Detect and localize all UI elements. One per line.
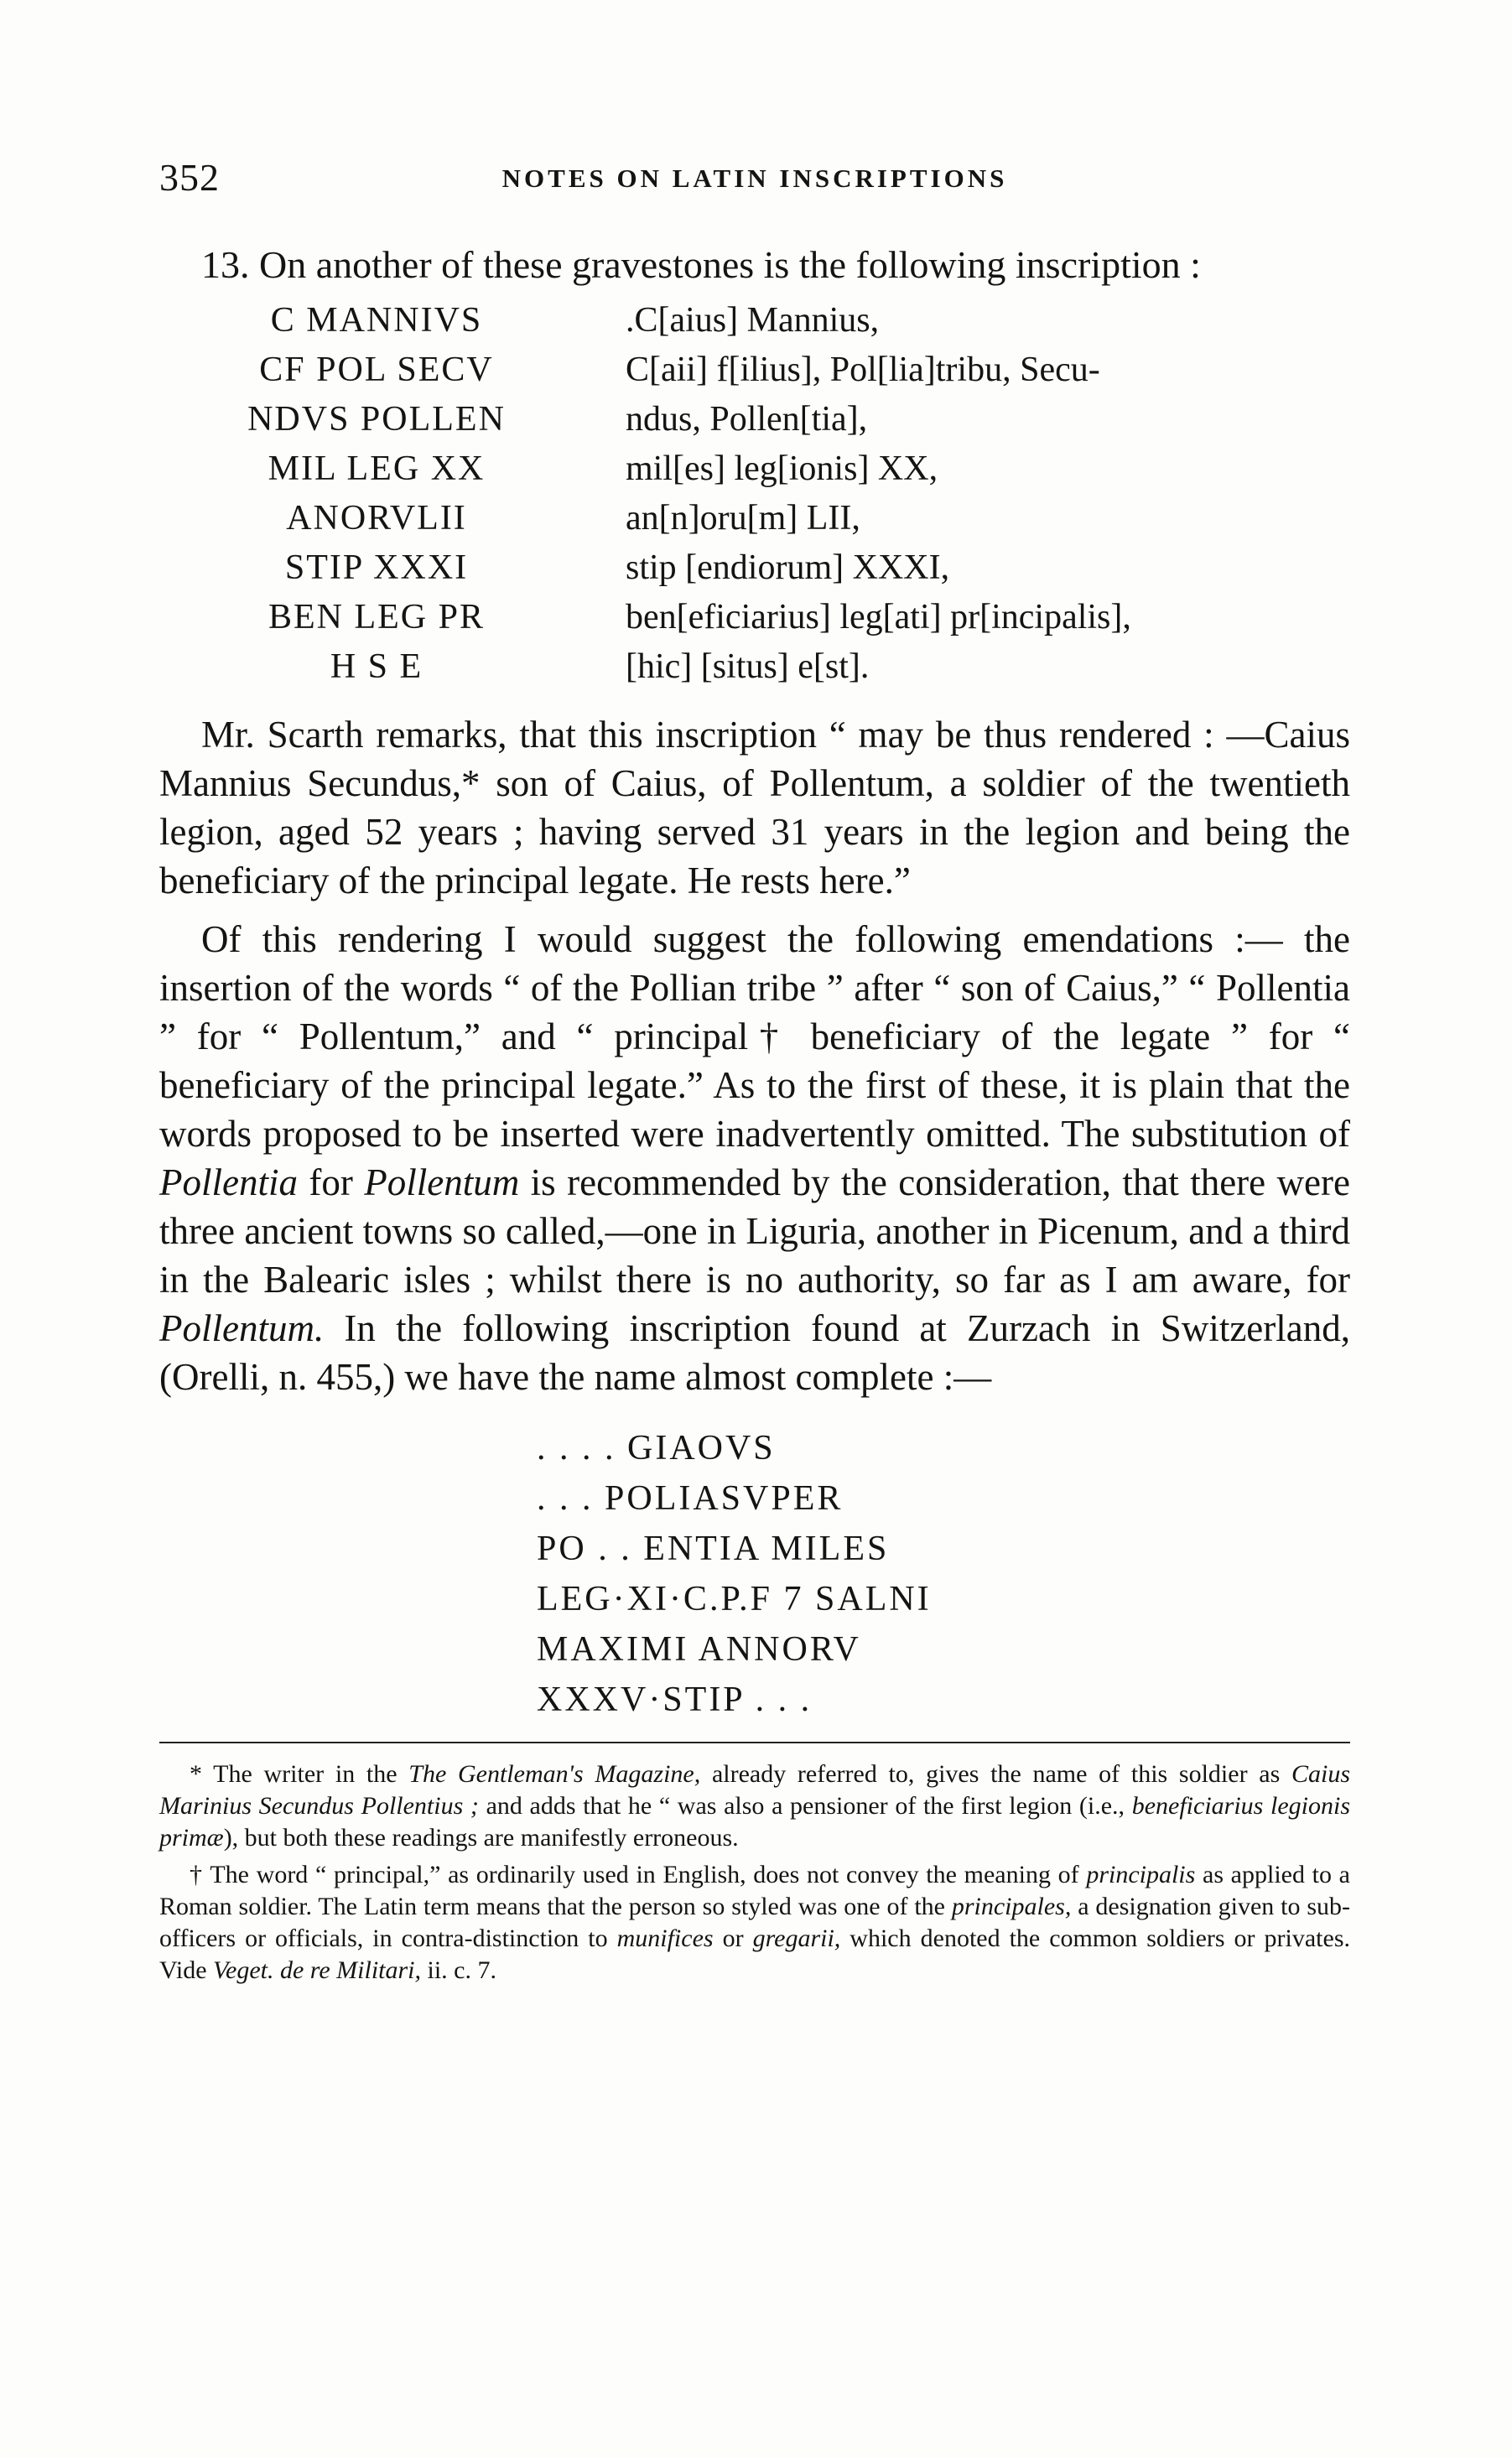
book-page	[159, 155, 1350, 1987]
zurzach-inscription	[537, 1423, 1350, 1725]
inscription-latin: C MANNIVS	[270, 301, 483, 340]
footnote-2	[159, 1859, 1350, 1987]
footnote-text: and adds that he “ was also a pensioner of the first legion (i.e.,	[478, 1792, 1132, 1820]
inscription-row	[159, 494, 1350, 543]
inscription-row	[159, 543, 1350, 593]
paragraph-text: In the following inscription found at Zurzach in Switzerland, (Orelli, n. 455,) we have the name almost complete :—	[159, 1307, 1350, 1398]
inscription-line: PO . . ENTIA MILES	[537, 1530, 890, 1568]
italic-term: munifices	[616, 1925, 714, 1952]
paragraph-text: is recommended by the consideration, that there were three ancient towns so called,—one in Liguria, another in Picenum, and a third in the Balearic isles ; whilst there is no authority, so far as I am aware, for	[159, 1161, 1350, 1301]
footnote-mark: †	[190, 1861, 204, 1888]
paragraph-emendations	[159, 915, 1350, 1401]
italic-term: principalis	[1086, 1861, 1196, 1888]
footnote-text: The word “ principal,” as ordinarily used in English, does not convey the meaning of	[203, 1861, 1087, 1888]
inscription-latin: CF POL SECV	[259, 351, 494, 389]
inscription-latin: STIP XXXI	[284, 548, 469, 587]
italic-term: Pollentia	[159, 1161, 298, 1203]
inscription-row	[159, 345, 1350, 395]
inscription-line: MAXIMI ANNORV	[537, 1630, 861, 1669]
page-number: 352	[159, 156, 220, 199]
footnote-mark: *	[190, 1760, 202, 1788]
inscription-line: . . . . GIAOVS	[537, 1429, 776, 1467]
italic-term: Pollentum	[364, 1161, 520, 1203]
italic-term: beneficiarius legionis primæ	[159, 1792, 1350, 1852]
running-head: NOTES ON LATIN INSCRIPTIONS	[501, 164, 1008, 193]
italic-term: gregarii,	[752, 1925, 841, 1952]
italic-term: The Gentleman's Magazine,	[408, 1760, 701, 1788]
inscription-row	[159, 395, 1350, 444]
inscription-expansion: an[n]oru[m] LII,	[626, 499, 860, 538]
inscription-latin: H S E	[330, 647, 423, 686]
inscription-line: XXXV·STIP . . .	[537, 1680, 813, 1719]
inscription-expansion: stip [endiorum] XXXI,	[626, 548, 950, 587]
inscription-row	[159, 642, 1350, 692]
footnote-divider	[159, 1742, 1350, 1743]
inscription-row	[159, 296, 1350, 345]
footnote-1	[159, 1758, 1350, 1854]
footnote-text: which denoted the common soldiers or privates. Vide	[159, 1925, 1351, 1984]
footnote-text: ), but both these readings are manifestly erroneous.	[223, 1824, 739, 1852]
footnote-text: ii. c. 7.	[421, 1956, 497, 1984]
paragraph-text: Of this rendering I would suggest the following emendations :— the insertion of the words “ of the Pollian tribe ” after “ son of Caius,” “ Pollentia ” for “ Pollentum,” and “ principal† beneficiary of the legate ” for “ beneficiary of the principal legate.” As to the first of these, it is plain that the words proposed to be inserted were inadvertently omitted. The substitution of	[159, 918, 1350, 1155]
italic-term: principales,	[951, 1893, 1072, 1920]
paragraph-scarth-rendering: Mr. Scarth remarks, that this inscription “ may be thus rendered : —Caius Mannius Secundus,* son of Caius, of Pollentum, a soldier of the twentieth legion, aged 52 years ; having served 31 years in the legion and being the beneficiary of the principal legate. He rests here.”	[159, 714, 1350, 901]
paragraph-text: for	[297, 1161, 365, 1203]
inscription-expansion: C[aii] f[ilius], Pol[lia]tribu, Secu-	[626, 351, 1100, 389]
footnote-text: as applied to a Roman soldier. The Latin term means that the person so styled was one of the	[159, 1861, 1350, 1920]
italic-term: Pollentum.	[159, 1307, 325, 1349]
footnote-text: already referred to, gives the name of this soldier as	[700, 1760, 1291, 1788]
inscription-latin: NDVS POLLEN	[247, 400, 506, 439]
italic-term: Caius Marinius Secundus Pollentius ;	[159, 1760, 1350, 1820]
inscription-expansion: [hic] [situs] e[st].	[626, 647, 870, 686]
inscription-expansion: ndus, Pollen[tia],	[626, 400, 868, 439]
inscription-expansion: ben[eficiarius] leg[ati] pr[incipalis],	[626, 598, 1131, 636]
inscription-row	[159, 593, 1350, 642]
inscription-line: . . . POLIASVPER	[537, 1479, 844, 1518]
footnote-text: The writer in the	[202, 1760, 409, 1788]
inscription-latin: BEN LEG PR	[268, 598, 485, 636]
inscription-latin: ANORVLII	[286, 499, 467, 538]
inscription-latin: MIL LEG XX	[268, 449, 486, 488]
section-lead: 13. On another of these gravestones is the following inscription :	[201, 243, 1201, 286]
inscription-row	[159, 444, 1350, 494]
inscription-expansion: .C[aius] Mannius,	[626, 301, 880, 340]
inscription-line: LEG·XI·C.P.F 7 SALNI	[537, 1580, 932, 1618]
inscription-table	[159, 296, 1350, 692]
inscription-expansion: mil[es] leg[ionis] XX,	[626, 449, 938, 488]
footnote-text: or	[713, 1925, 753, 1952]
footnote-text: a designation given to sub-officers or officials, in contra-distinction to	[159, 1893, 1351, 1952]
page-header	[159, 155, 1350, 222]
italic-term: Veget. de re Militari,	[213, 1956, 422, 1984]
